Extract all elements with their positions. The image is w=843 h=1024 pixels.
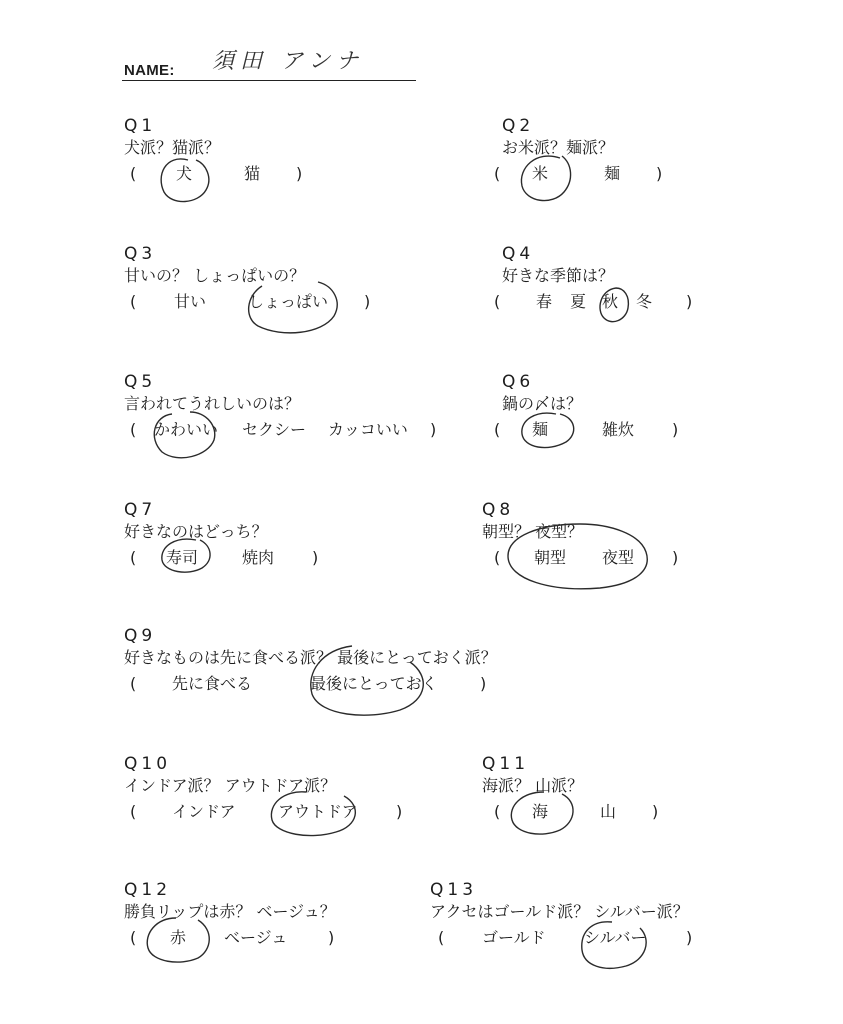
- answer-row: [494, 420, 692, 444]
- question-text: インドア派？ アウトドア派？: [124, 776, 337, 795]
- paren-close: ): [328, 928, 335, 947]
- option-silver: シルバー: [584, 928, 647, 947]
- paren-open: (: [130, 674, 137, 693]
- question-q4: [494, 244, 702, 316]
- option-men: 麺: [604, 164, 621, 183]
- question-text: 勝負リップは赤？ ベージュ？: [124, 902, 336, 921]
- question-q5: [124, 372, 444, 444]
- option-amai: 甘い: [174, 292, 207, 311]
- question-q8: [482, 500, 692, 572]
- option-gold: ゴールド: [482, 928, 546, 947]
- paren-open: (: [494, 164, 501, 183]
- question-number: Q4: [502, 244, 535, 264]
- answer-row: [124, 674, 504, 698]
- question-text: 好きなものは先に食べる派？ 最後にとっておく派？: [124, 648, 497, 667]
- paren-open: (: [130, 420, 137, 439]
- answer-row: [124, 292, 384, 316]
- paren-close: ): [364, 292, 371, 311]
- question-number: Q9: [124, 626, 157, 646]
- option-men: 麺: [532, 420, 549, 439]
- option-asagata: 朝型: [534, 548, 567, 567]
- answer-row: [124, 802, 414, 826]
- option-kawaii: かわいい: [154, 420, 219, 439]
- option-indoor: インドア: [172, 802, 236, 821]
- option-outdoor: アウトドア: [278, 802, 358, 821]
- question-text: 朝型？ 夜型？: [482, 522, 584, 541]
- option-saki: 先に食べる: [172, 674, 253, 693]
- paren-open: (: [130, 164, 137, 183]
- question-q1: [124, 116, 314, 188]
- paren-open: (: [130, 928, 137, 947]
- paren-open: (: [438, 928, 445, 947]
- answer-row: [430, 928, 710, 952]
- option-sushi: 寿司: [166, 548, 199, 567]
- question-number: Q11: [482, 754, 530, 774]
- question-number: Q13: [430, 880, 478, 900]
- question-text: アクセはゴールド派？ シルバー派？: [430, 902, 689, 921]
- paren-close: ): [686, 292, 693, 311]
- option-haru: 春: [536, 292, 553, 311]
- question-q7: [124, 500, 334, 572]
- option-yama: 山: [600, 802, 617, 821]
- option-beige: ベージュ: [224, 928, 288, 947]
- handwritten-name: 須田 アンナ: [212, 49, 365, 74]
- option-yakiniku: 焼肉: [242, 548, 275, 567]
- paren-close: ): [430, 420, 437, 439]
- option-fuyu: 冬: [636, 292, 653, 311]
- paren-open: (: [130, 802, 137, 821]
- question-q13: [430, 880, 710, 952]
- question-q10: [124, 754, 414, 826]
- question-text: 好きなのはどっち？: [124, 522, 268, 541]
- question-text: 犬派？猫派？: [124, 138, 221, 157]
- answer-row: [124, 548, 334, 572]
- question-q3: [124, 244, 384, 316]
- option-kakkoii: カッコいい: [328, 420, 408, 439]
- question-text: 好きな季節は？: [502, 266, 615, 285]
- option-umi: 海: [532, 802, 549, 821]
- option-kome: 米: [532, 164, 549, 183]
- question-q11: [482, 754, 672, 826]
- option-sexy: セクシー: [242, 420, 307, 439]
- answer-row: [494, 164, 692, 188]
- question-text: 鍋の〆は？: [502, 394, 583, 413]
- question-text: 言われてうれしいのは？: [124, 394, 301, 413]
- paren-close: ): [480, 674, 487, 693]
- paren-open: (: [494, 802, 501, 821]
- answer-row: [124, 420, 444, 444]
- option-aki: 秋: [602, 292, 619, 311]
- option-aka: 赤: [170, 928, 187, 947]
- option-shoppai: しょっぱい: [248, 292, 329, 311]
- option-inu: 犬: [176, 164, 193, 183]
- question-text: 海派？ 山派？: [482, 776, 584, 795]
- name-underline: [122, 80, 416, 81]
- paren-close: ): [396, 802, 403, 821]
- answer-row: [124, 164, 314, 188]
- paren-close: ): [672, 548, 679, 567]
- question-number: Q3: [124, 244, 157, 264]
- answer-row: [494, 292, 702, 316]
- paren-open: (: [494, 292, 501, 311]
- question-text: 甘いの？ しょっぱいの？: [124, 266, 306, 285]
- option-natsu: 夏: [570, 292, 587, 311]
- option-saigo: 最後にとっておく: [310, 674, 438, 693]
- paren-close: ): [312, 548, 319, 567]
- question-number: Q5: [124, 372, 157, 392]
- paren-open: (: [494, 420, 501, 439]
- question-number: Q6: [502, 372, 535, 392]
- paren-close: ): [686, 928, 693, 947]
- option-zousui: 雑炊: [602, 420, 635, 439]
- paren-close: ): [652, 802, 659, 821]
- option-neko: 猫: [244, 164, 261, 183]
- paren-open: (: [494, 548, 501, 567]
- answer-row: [482, 802, 672, 826]
- answer-row: [482, 548, 692, 572]
- question-q2: [494, 116, 692, 188]
- paren-close: ): [672, 420, 679, 439]
- answer-row: [124, 928, 344, 952]
- name-label: NAME:: [124, 62, 175, 79]
- question-number: Q8: [482, 500, 515, 520]
- option-yorugata: 夜型: [602, 548, 635, 567]
- paren-open: (: [130, 292, 137, 311]
- question-number: Q10: [124, 754, 172, 774]
- question-q6: [494, 372, 692, 444]
- question-q9: [124, 626, 504, 698]
- paren-close: ): [656, 164, 663, 183]
- question-text: お米派？麺派？: [502, 138, 615, 157]
- question-number: Q7: [124, 500, 157, 520]
- paren-close: ): [296, 164, 303, 183]
- question-number: Q2: [502, 116, 535, 136]
- question-number: Q1: [124, 116, 157, 136]
- question-q12: [124, 880, 344, 952]
- question-number: Q12: [124, 880, 172, 900]
- paren-open: (: [130, 548, 137, 567]
